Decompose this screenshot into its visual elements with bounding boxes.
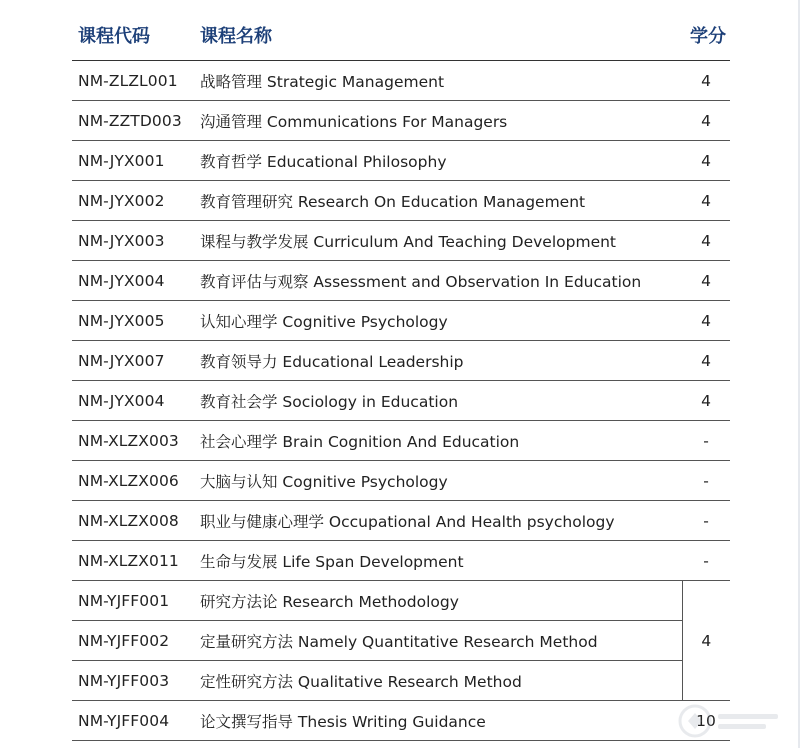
course-credit: 4 <box>682 261 730 301</box>
course-rows <box>72 61 730 741</box>
course-code: NM-JYX004 <box>72 261 185 301</box>
course-credit: 10 <box>682 701 730 741</box>
course-code: NM-JYX001 <box>72 141 185 181</box>
course-credit: 4 <box>682 381 730 421</box>
course-code: NM-JYX007 <box>72 341 185 381</box>
course-code: NM-YJFF002 <box>72 621 185 661</box>
course-credit: - <box>682 461 730 501</box>
header-credit: 学分 <box>682 10 730 61</box>
course-credit: 4 <box>682 141 730 181</box>
course-name: 沟通管理 Communications For Managers <box>185 101 682 141</box>
table-row <box>72 541 730 581</box>
course-name: 定性研究方法 Qualitative Research Method <box>185 661 682 701</box>
table-header-row <box>72 10 730 61</box>
table-row <box>72 301 730 341</box>
course-code: NM-JYX005 <box>72 301 185 341</box>
course-code: NM-JYX003 <box>72 221 185 261</box>
course-credit: - <box>682 541 730 581</box>
course-name: 认知心理学 Cognitive Psychology <box>185 301 682 341</box>
course-table <box>72 10 730 741</box>
table-row <box>72 381 730 421</box>
header-course-name: 课程名称 <box>185 10 682 61</box>
course-name: 战略管理 Strategic Management <box>185 61 682 101</box>
table-row <box>72 661 730 701</box>
table-row <box>72 461 730 501</box>
course-code: NM-ZLZL001 <box>72 61 185 101</box>
course-code: NM-JYX004 <box>72 381 185 421</box>
header-course-code: 课程代码 <box>72 10 185 61</box>
course-code: NM-XLZX006 <box>72 461 185 501</box>
grouped-course-credit: 4 <box>682 581 730 701</box>
table-row <box>72 61 730 101</box>
course-name: 社会心理学 Brain Cognition And Education <box>185 421 682 461</box>
course-name: 生命与发展 Life Span Development <box>185 541 682 581</box>
table-row <box>72 221 730 261</box>
table-row <box>72 141 730 181</box>
course-credit: 4 <box>682 221 730 261</box>
course-name: 论文撰写指导 Thesis Writing Guidance <box>185 701 682 741</box>
course-name: 教育社会学 Sociology in Education <box>185 381 682 421</box>
course-name: 大脑与认知 Cognitive Psychology <box>185 461 682 501</box>
course-name: 教育领导力 Educational Leadership <box>185 341 682 381</box>
course-name: 定量研究方法 Namely Quantitative Research Method <box>185 621 682 661</box>
table-row <box>72 581 730 621</box>
course-code: NM-YJFF003 <box>72 661 185 701</box>
table-row <box>72 621 730 661</box>
course-code: NM-YJFF001 <box>72 581 185 621</box>
table-row <box>72 181 730 221</box>
course-code: NM-ZZTD003 <box>72 101 185 141</box>
course-credit: 4 <box>682 301 730 341</box>
table-row <box>72 421 730 461</box>
course-credit: 4 <box>682 101 730 141</box>
course-name: 教育评估与观察 Assessment and Observation In Education <box>185 261 682 301</box>
course-credit: 4 <box>682 341 730 381</box>
course-name: 研究方法论 Research Methodology <box>185 581 682 621</box>
course-code: NM-XLZX011 <box>72 541 185 581</box>
course-name: 教育哲学 Educational Philosophy <box>185 141 682 181</box>
course-name: 职业与健康心理学 Occupational And Health psychology <box>185 501 682 541</box>
course-name: 课程与教学发展 Curriculum And Teaching Development <box>185 221 682 261</box>
course-name: 教育管理研究 Research On Education Management <box>185 181 682 221</box>
course-code: NM-XLZX008 <box>72 501 185 541</box>
table-row <box>72 101 730 141</box>
course-code: NM-XLZX003 <box>72 421 185 461</box>
course-credit: 4 <box>682 181 730 221</box>
course-code: NM-YJFF004 <box>72 701 185 741</box>
table-row <box>72 341 730 381</box>
course-code: NM-JYX002 <box>72 181 185 221</box>
course-credit: 4 <box>682 61 730 101</box>
table-row <box>72 501 730 541</box>
table-row <box>72 261 730 301</box>
course-credit: - <box>682 421 730 461</box>
table-row <box>72 701 730 741</box>
course-credit: - <box>682 501 730 541</box>
